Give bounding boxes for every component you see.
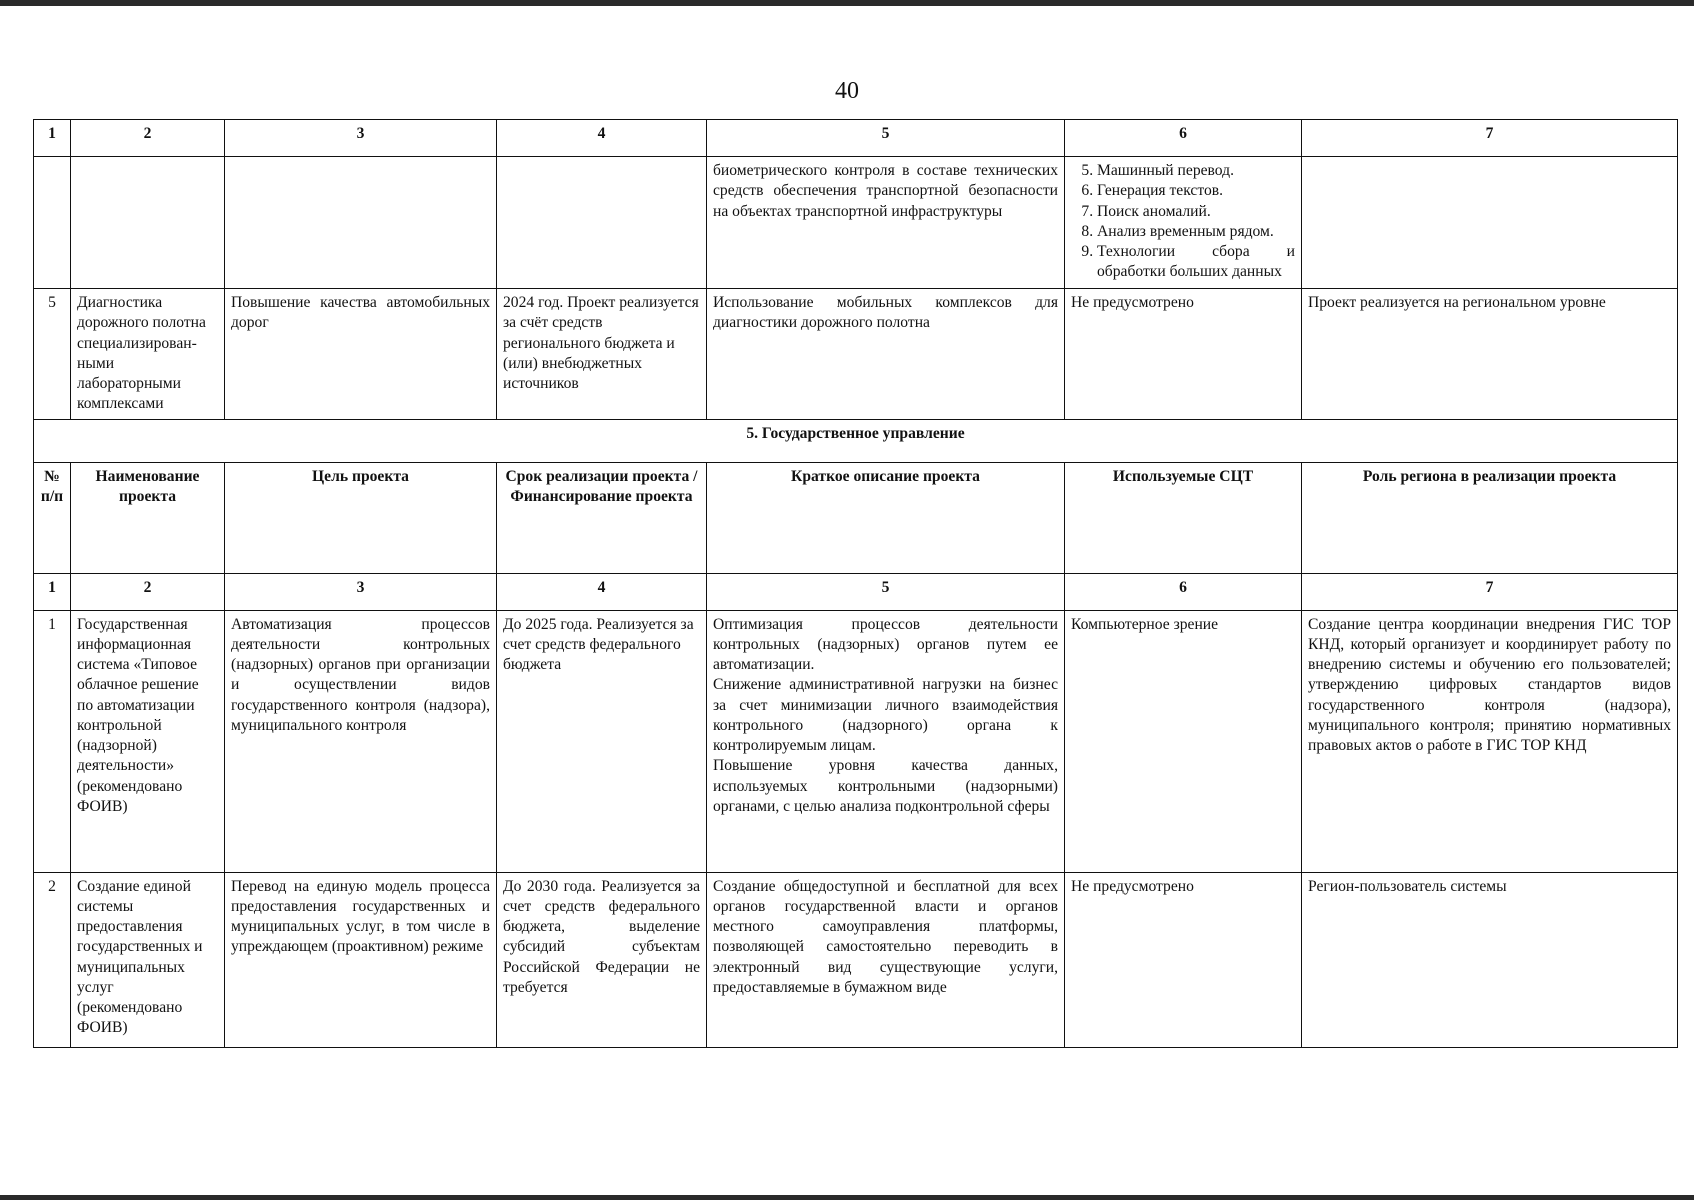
list-item: 7. Поиск аномалий. [1097,202,1295,222]
project-description [707,610,1065,872]
header-name: Наименование проекта [71,462,225,573]
region-role: Проект реализуется на региональном уровне [1302,289,1678,420]
section-heading-row [34,419,1678,462]
project-description [707,872,1065,1047]
header-technologies: Используемые СЦТ [1065,462,1302,573]
description-paragraph: Повышение уровня качества данных, используемых контрольными (надзорными) органами, с целью анализа подконтрольной сферы [713,757,1058,815]
row-number: 5 [34,289,71,420]
table-cell [71,157,225,289]
project-technologies: Не предусмотрено [1065,872,1302,1047]
column-number: 5 [707,120,1065,157]
column-number: 7 [1302,573,1678,610]
table-header-row [34,462,1678,573]
project-name: Создание единой системы предоставления государственных и муниципальных услуг (рекомендовано ФОИВ) [71,872,225,1047]
column-number: 4 [497,573,707,610]
description-paragraph: Оптимизация процессов деятельности контрольных (надзорных) органов путем ее автоматизации. [713,615,1058,674]
project-technologies: Компьютерное зрение [1065,610,1302,872]
project-goal: Автоматизация процессов деятельности контрольных (надзорных) органов при организации и осуществлении видов государственного контроля (надзора), муниципального контроля [225,610,497,872]
project-term: До 2030 года. Реализуется за счет средств федерального бюджета, выделение субсидий субъектам Российской Федерации не требуется [497,872,707,1047]
table-cell [1302,157,1678,289]
table-row [34,872,1678,1047]
list-item: 8. Анализ временным рядом. [1097,222,1295,242]
column-number: 2 [71,120,225,157]
table-cell [497,157,707,289]
header-term: Срок реализации проекта / Финансирование проекта [497,462,707,573]
column-number: 2 [71,573,225,610]
header-role: Роль региона в реализации проекта [1302,462,1678,573]
table-row [34,610,1678,872]
projects-table [33,119,1678,1048]
column-number: 5 [707,573,1065,610]
region-role: Создание центра координации внедрения ГИС ТОР КНД, который организует и координирует работу по внедрению системы и обучению его пользователей; утверждению цифровых стандартов видов государственного контроля (надзора), муниципального контроля; принятию нормативных правовых актов о работе в ГИС ТОР КНД [1302,610,1678,872]
column-number: 1 [34,573,71,610]
column-number: 3 [225,573,497,610]
header-description: Краткое описание проекта [707,462,1065,573]
project-name: Государственная информационная система «Типовое облачное решение по автоматизации контрольной (надзорной) деятельности» (рекомендовано ФОИВ) [71,610,225,872]
column-number: 7 [1302,120,1678,157]
project-name: Диагностика дорожного полотна специализирован-ными лабораторными комплексами [71,289,225,420]
column-number: 1 [34,120,71,157]
header-num: № п/п [34,462,71,573]
region-role: Регион-пользователь системы [1302,872,1678,1047]
row-number: 2 [34,872,71,1047]
project-term: До 2025 года. Реализуется за счет средств федерального бюджета [497,610,707,872]
list-item: 9. Технологии сбора и обработки больших данных [1097,242,1295,283]
table-row [34,157,1678,289]
list-item: 6. Генерация текстов. [1097,181,1295,201]
project-description: биометрического контроля в составе технических средств обеспечения транспортной безопасности на объектах транспортной инфраструктуры [707,157,1065,289]
scan-top-edge [0,0,1694,6]
table-cell [34,157,71,289]
table-cell [225,157,497,289]
description-paragraph: Снижение административной нагрузки на бизнес за счет минимизации личного взаимодействия контрольного (надзорного) органа к контролируемым лицам. [713,676,1058,755]
column-number: 3 [225,120,497,157]
project-goal: Повышение качества автомобильных дорог [225,289,497,420]
table-row [34,289,1678,420]
scan-bottom-edge [0,1195,1694,1200]
technologies-list [1071,161,1295,283]
column-number: 6 [1065,120,1302,157]
list-item: 5. Машинный перевод. [1097,161,1295,181]
column-number-row [34,120,1678,157]
description-paragraph: Создание общедоступной и бесплатной для всех органов государственной власти и органов местного самоуправления платформы, позволяющей самостоятельно переводить в электронный вид существующие услуги, предоставляемые в бумажном виде [713,877,1058,996]
project-goal: Перевод на единую модель процесса предоставления государственных и муниципальных услуг, в том числе в упреждающем (проактивном) режиме [225,872,497,1047]
column-number: 6 [1065,573,1302,610]
column-number-row [34,573,1678,610]
section-title: 5. Государственное управление [34,419,1678,462]
row-number: 1 [34,610,71,872]
technologies-cell [1065,157,1302,289]
header-goal: Цель проекта [225,462,497,573]
page-number: 40 [835,78,859,104]
column-number: 4 [497,120,707,157]
project-description: Использование мобильных комплексов для диагностики дорожного полотна [707,289,1065,420]
project-term: 2024 год. Проект реализуется за счёт средств регионального бюджета и (или) внебюджетных источников [497,289,707,420]
project-technologies: Не предусмотрено [1065,289,1302,420]
